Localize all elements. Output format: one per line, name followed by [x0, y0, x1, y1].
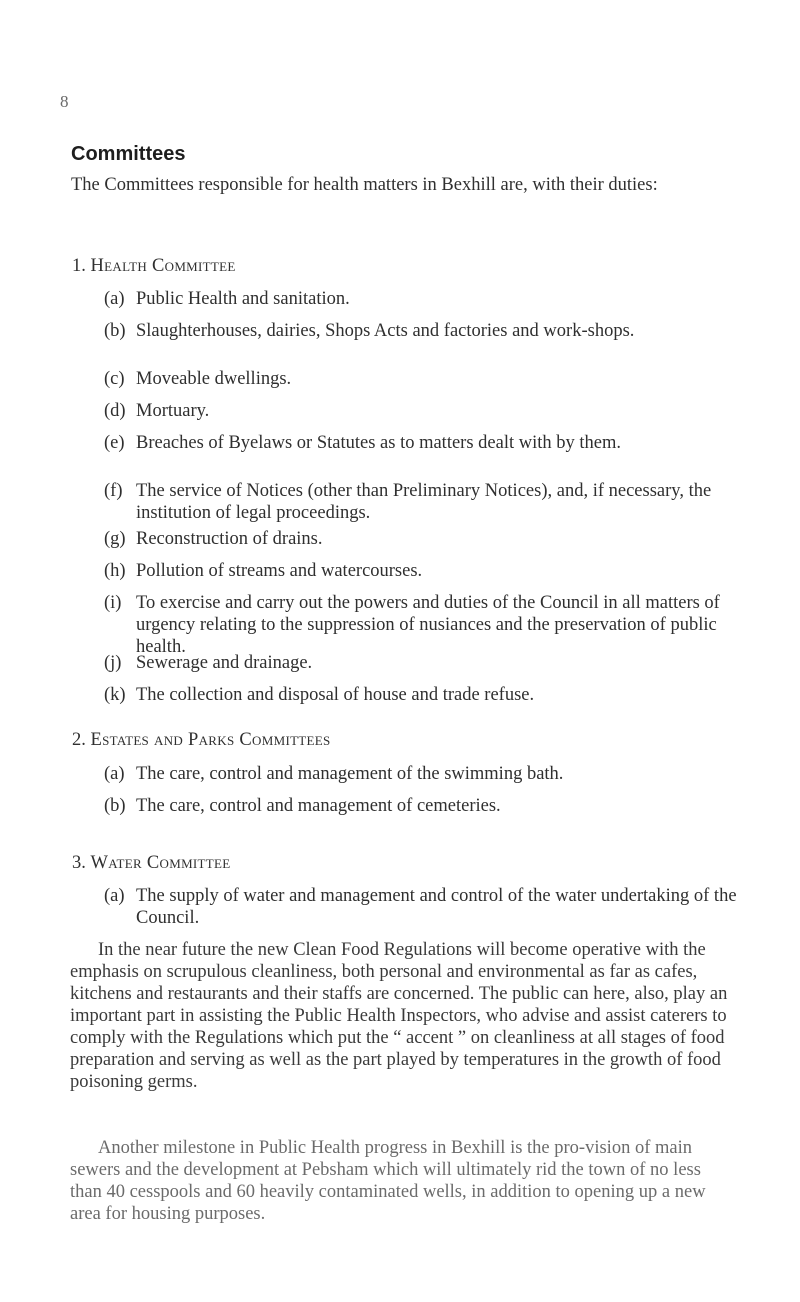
page-title: Committees	[71, 143, 186, 165]
section-title-health	[72, 256, 236, 277]
item-label: (c)	[104, 369, 125, 389]
item-text: Mortuary.	[136, 401, 210, 421]
page-number: 8	[60, 92, 69, 111]
item-text: Public Health and sanitation.	[136, 289, 350, 309]
list-item	[104, 528, 744, 550]
section-name: Health Committee	[90, 256, 236, 276]
item-label: (a)	[104, 764, 125, 784]
item-label: (f)	[104, 481, 123, 501]
item-label: (j)	[104, 653, 122, 673]
list-item	[104, 368, 744, 390]
list-item	[104, 684, 744, 706]
item-text: Slaughterhouses, dairies, Shops Acts and factories and work-shops.	[136, 321, 635, 341]
section-number: 3.	[72, 853, 86, 873]
item-text: Breaches of Byelaws or Statutes as to matters dealt with by them.	[136, 433, 621, 453]
item-text: Moveable dwellings.	[136, 369, 292, 389]
list-item	[104, 795, 744, 817]
section-number: 1.	[72, 256, 86, 276]
list-item	[104, 592, 744, 658]
list-item	[104, 288, 744, 310]
section-name: Estates and Parks Committees	[90, 730, 331, 750]
list-item	[104, 432, 744, 454]
item-label: (e)	[104, 433, 125, 453]
list-item	[104, 885, 744, 929]
item-text: The service of Notices (other than Preliminary Notices), and, if necessary, the institution of legal proceedings.	[136, 481, 712, 523]
section-number: 2.	[72, 730, 86, 750]
item-text: Pollution of streams and watercourses.	[136, 561, 423, 581]
section-name: Water Committee	[90, 853, 231, 873]
section-title-estates	[72, 730, 331, 751]
section-title-water	[72, 853, 231, 874]
item-label: (b)	[104, 796, 126, 816]
list-item	[104, 400, 744, 422]
item-text: The collection and disposal of house and trade refuse.	[136, 685, 535, 705]
item-label: (a)	[104, 886, 125, 906]
item-text: Sewerage and drainage.	[136, 653, 313, 673]
list-item	[104, 652, 744, 674]
intro-paragraph: The Committees responsible for health matters in Bexhill are, with their duties:	[71, 175, 658, 195]
item-label: (g)	[104, 529, 126, 549]
item-label: (i)	[104, 593, 122, 613]
item-text: The care, control and management of cemeteries.	[136, 796, 501, 816]
item-text: The supply of water and management and control of the water undertaking of the Council.	[136, 886, 737, 928]
body-paragraph-clean-food: In the near future the new Clean Food Regulations will become operative with the emphasis on scrupulous cleanliness, both personal and environmental as far as cafes, kitchens and restaurants and their staffs are concerned. The public can here, also, play an important part in assisting the Public Health Inspectors, who advise and assist caterers to comply with the Regulations which put the “ accent ” on cleanliness at all stages of food preparation and serving as well as the part played by temperatures in the growth of food poisoning germs.	[70, 940, 728, 1092]
item-label: (h)	[104, 561, 126, 581]
item-label: (d)	[104, 401, 126, 421]
item-text: Reconstruction of drains.	[136, 529, 323, 549]
item-text: To exercise and carry out the powers and duties of the Council in all matters of urgency relating to the suppression of nusiances and the preservation of public health.	[136, 593, 720, 657]
item-label: (a)	[104, 289, 125, 309]
body-paragraph-sewers: Another milestone in Public Health progress in Bexhill is the pro-vision of main sewers and the development at Pebsham which will ultimately rid the town of no less than 40 cesspools and 60 heavily contaminated wells, in addition to opening up a new area for housing purposes.	[70, 1138, 706, 1224]
list-item	[104, 763, 744, 785]
list-item	[104, 320, 744, 342]
list-item	[104, 480, 744, 524]
item-label: (b)	[104, 321, 126, 341]
item-text: The care, control and management of the swimming bath.	[136, 764, 564, 784]
item-label: (k)	[104, 685, 126, 705]
list-item	[104, 560, 744, 582]
